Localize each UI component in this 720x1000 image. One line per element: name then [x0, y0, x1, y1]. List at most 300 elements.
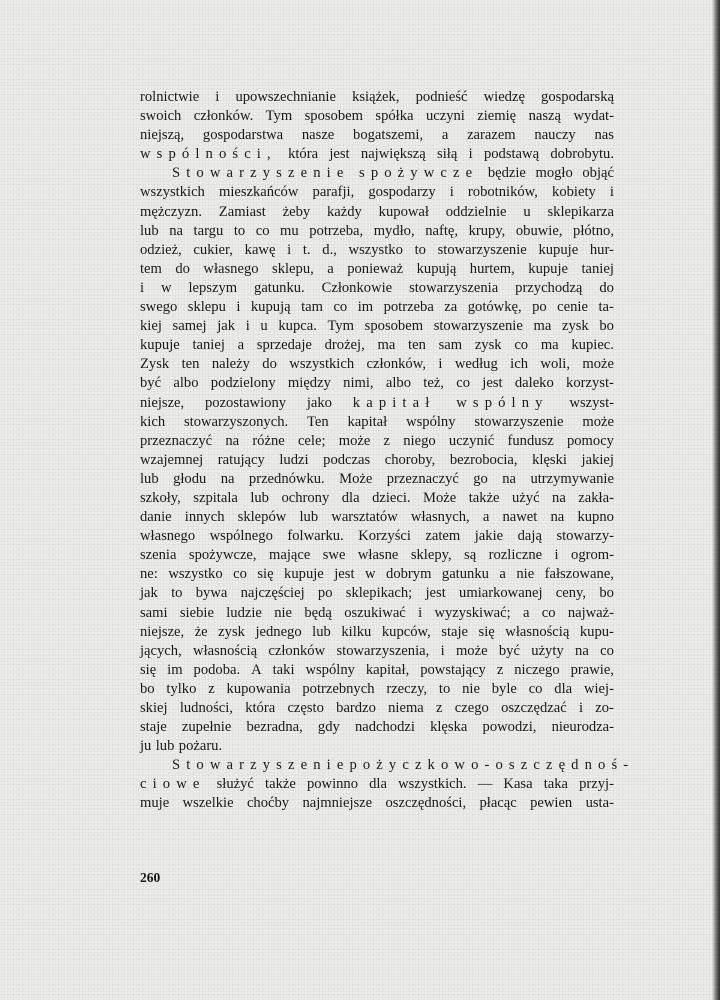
word: lub — [250, 489, 269, 506]
word: jest — [329, 146, 350, 163]
word: sklepu, — [272, 260, 314, 277]
word: jakiej — [581, 451, 614, 468]
word: sposobem — [304, 108, 363, 125]
word: naszą — [528, 108, 562, 125]
word: i — [418, 604, 423, 621]
word: ponieważ — [347, 260, 404, 277]
word: jest — [425, 585, 446, 602]
word: do — [599, 279, 614, 296]
word: Stowarzyszenie — [172, 757, 350, 774]
word: nadchodzi — [354, 719, 415, 736]
word: jako — [306, 394, 332, 411]
word: stowarzyszonych. — [183, 413, 289, 430]
word: nasze — [301, 127, 335, 144]
word: każdy — [327, 203, 362, 220]
word: przyj- — [579, 776, 614, 793]
text-line — [140, 336, 614, 355]
word: odzież, — [140, 241, 182, 258]
word: podzielony — [210, 375, 276, 392]
word: zysk — [218, 623, 245, 640]
word: i — [440, 642, 445, 659]
text-line — [140, 661, 614, 680]
word: na — [552, 489, 566, 506]
text-line — [140, 260, 614, 279]
word: książek, — [352, 89, 400, 105]
word: oszczędzać — [501, 700, 567, 716]
word: dobrobytu. — [550, 146, 614, 163]
word: własnością — [505, 623, 570, 640]
text-line — [140, 680, 614, 699]
word: sami — [140, 604, 168, 621]
word: daleko — [514, 375, 554, 392]
word: wszystkich. — [398, 776, 467, 793]
word: kupowania — [226, 680, 291, 697]
word: to — [438, 680, 451, 697]
word: a — [237, 337, 245, 354]
word: niejszą, — [140, 127, 185, 144]
text-line — [140, 470, 614, 489]
word: po — [317, 585, 333, 602]
word: się — [478, 623, 495, 640]
word: skiej — [140, 700, 168, 716]
word: Kasa — [503, 776, 533, 793]
word: płacąc — [479, 795, 517, 812]
text-line — [140, 222, 614, 241]
word: Ten — [306, 413, 329, 430]
text-line — [140, 508, 614, 527]
word: gospodarzy — [368, 184, 436, 201]
text-line — [140, 794, 614, 813]
text-line — [140, 88, 614, 107]
word: ludzi — [279, 451, 309, 468]
word: co — [456, 375, 471, 392]
text-line — [140, 317, 614, 336]
word: własnością — [193, 642, 258, 659]
word: co — [600, 642, 614, 659]
text-line — [140, 775, 614, 794]
word: bo — [140, 680, 155, 697]
text-line — [140, 623, 614, 642]
word: kupno — [577, 509, 614, 526]
word: potrzeba, — [309, 222, 364, 239]
word: sklepikarza — [547, 203, 614, 220]
word: przednówku. — [248, 470, 325, 487]
word: na — [225, 432, 240, 449]
word: rzeczy, — [386, 680, 428, 697]
word: także — [468, 489, 500, 506]
word: członków. — [193, 108, 254, 125]
word: targu — [193, 222, 224, 239]
word: bardzo — [336, 700, 376, 716]
word: najmniejsze — [302, 795, 373, 812]
word: cukier, — [193, 241, 233, 258]
word: wszelkie — [182, 795, 234, 812]
word: jak — [217, 318, 236, 335]
text-line — [140, 584, 614, 603]
word: wyzyskiwać; — [434, 604, 511, 621]
word: z — [383, 432, 391, 449]
word: fundusz — [507, 432, 554, 449]
word: Tym — [265, 108, 293, 125]
word: która — [245, 700, 276, 716]
word: na — [220, 470, 235, 487]
text-line — [140, 107, 614, 126]
text-line — [140, 183, 614, 202]
text-line — [140, 565, 614, 584]
word: spożywcze — [359, 165, 479, 182]
word: nie — [274, 604, 293, 621]
word: własne — [357, 547, 399, 564]
word: hurtem, — [469, 260, 515, 277]
word: a — [327, 260, 334, 277]
word: stowarzyszenie — [433, 318, 523, 335]
word: własnych, — [410, 509, 470, 526]
word: należy — [211, 356, 250, 373]
page-text-block — [140, 88, 635, 814]
word: często — [287, 700, 324, 716]
word: gospodarską — [541, 89, 614, 105]
word: wszystkich — [289, 356, 355, 373]
word: i — [609, 184, 614, 201]
word: taki — [272, 661, 295, 678]
word: a — [522, 604, 530, 621]
word: gdy — [317, 719, 340, 736]
word: przeznaczyć — [386, 470, 459, 487]
word: może — [582, 356, 614, 373]
word: a — [441, 127, 449, 144]
text-line — [140, 756, 635, 775]
word: krupy, — [468, 222, 506, 239]
page-number: 260 — [140, 870, 161, 885]
word: korzyst- — [566, 375, 614, 392]
word: ma — [533, 318, 552, 335]
word: d., — [322, 241, 337, 258]
word: drożej, — [324, 337, 365, 354]
word: klęski — [532, 451, 567, 468]
word: przeznaczyć — [140, 432, 213, 449]
word: Zysk — [140, 356, 170, 373]
word: kupuje — [140, 337, 180, 354]
word: niejsze, — [140, 623, 185, 640]
word: pozostawiony — [204, 394, 287, 411]
word: ogrom- — [571, 547, 614, 564]
word: cenie — [557, 299, 588, 316]
text-line — [140, 527, 614, 546]
word: danie — [140, 509, 172, 526]
word: kupują — [250, 299, 291, 316]
word: choćby — [246, 795, 290, 812]
word: jących, — [140, 642, 182, 659]
word: oszukiwać — [344, 604, 406, 621]
word: Może — [423, 489, 457, 506]
word: a — [499, 566, 506, 583]
word: dają — [517, 528, 542, 545]
word: może — [455, 642, 488, 659]
word: lub — [299, 509, 319, 526]
word: na — [575, 642, 589, 659]
word: parafji, — [312, 184, 355, 201]
text-line — [140, 451, 614, 470]
word: to — [233, 222, 246, 239]
word: siebie — [179, 604, 214, 621]
word: w — [365, 566, 376, 583]
word: co — [255, 222, 270, 239]
word: kiej — [140, 318, 162, 335]
word: rolnictwie — [140, 89, 200, 105]
word: mieszkańców — [218, 184, 299, 201]
word: według — [454, 356, 498, 373]
text-line — [140, 413, 614, 432]
word: bogatszemi, — [353, 127, 424, 144]
word: i — [245, 318, 250, 335]
text-line — [140, 241, 614, 260]
word: zysk — [561, 318, 589, 335]
word: żeby — [282, 203, 311, 220]
word: i — [287, 241, 292, 258]
word: lub — [312, 623, 331, 640]
word: a — [482, 509, 490, 526]
word: tem — [140, 260, 162, 277]
word: jest — [334, 566, 355, 583]
word: mężczyzn. — [140, 203, 202, 220]
word: obuwie, — [515, 222, 563, 239]
word: gotówkę, — [467, 299, 522, 316]
text-line — [140, 203, 614, 222]
word: byle — [491, 680, 517, 697]
word: kupował — [378, 203, 429, 220]
word: go — [473, 470, 488, 487]
word: A — [251, 661, 262, 678]
word: płótno, — [573, 222, 614, 239]
word: t. — [302, 241, 311, 258]
word: szkoły, — [140, 489, 181, 506]
word: może — [338, 432, 371, 449]
word: ma — [377, 337, 396, 354]
word: wiedzę — [483, 89, 525, 105]
word: stowarzyszenia, — [336, 642, 430, 659]
word: kobiety — [552, 184, 596, 201]
word: ochrony — [281, 489, 330, 506]
text-line — [140, 737, 614, 756]
word: lepszym — [188, 279, 238, 296]
word: zatem — [425, 528, 461, 545]
word: między — [287, 375, 331, 392]
word: ciowe — [140, 776, 206, 793]
word: ceny, — [555, 585, 587, 602]
word: dla — [341, 489, 360, 506]
word: swego — [140, 299, 178, 316]
word: mydło, — [373, 222, 415, 239]
word: z — [496, 661, 504, 678]
word: stowarzyszenia — [409, 279, 499, 296]
text-line — [140, 394, 614, 413]
word: mogło — [535, 165, 573, 182]
word: klęska — [430, 719, 468, 736]
word: mające — [268, 547, 311, 564]
word: podoba. — [193, 661, 241, 678]
word: nawet — [502, 509, 538, 526]
word: i — [215, 89, 220, 105]
word: i — [578, 700, 583, 716]
word: utrzymywanie — [530, 470, 614, 487]
word: ne: — [140, 566, 158, 583]
word: folwarku. — [287, 528, 344, 545]
word: fałszowane, — [544, 566, 614, 583]
word: Korzyści — [358, 528, 411, 545]
word: wspólny — [456, 394, 549, 411]
word: bezradna, — [246, 719, 303, 736]
word: ten — [181, 356, 200, 373]
word: kilku — [341, 623, 372, 640]
word: oddzielnie — [445, 203, 507, 220]
word: taniej — [581, 260, 614, 277]
word: własnego — [140, 528, 196, 545]
word: im — [357, 299, 374, 316]
word: powodzi, — [482, 719, 537, 736]
word: spółka — [375, 108, 414, 125]
word: kupców, — [381, 623, 431, 640]
word: upowszechnianie — [235, 89, 336, 105]
word: najważ- — [567, 604, 614, 621]
word: lub — [155, 738, 175, 755]
word: rozliczne — [488, 547, 543, 564]
word: własnego — [203, 260, 259, 277]
word: dzieci. — [372, 489, 411, 506]
word: albo — [173, 375, 199, 392]
word: wiej- — [583, 680, 614, 697]
word: się — [140, 661, 157, 678]
text-line — [140, 718, 614, 737]
word: nimi, — [343, 375, 374, 392]
word: podnieść — [415, 89, 468, 105]
word: będzie — [487, 165, 526, 182]
text-line — [140, 126, 614, 145]
word: kich — [140, 413, 166, 430]
word: samej — [172, 318, 207, 335]
word: szenia — [140, 547, 177, 564]
text-line — [140, 546, 614, 565]
word: w — [160, 279, 172, 296]
word: u — [260, 318, 268, 335]
word: swe — [322, 547, 346, 564]
word: wydat- — [573, 108, 614, 125]
word: ma — [540, 337, 559, 354]
word: bo — [599, 318, 614, 335]
word: to — [414, 241, 426, 258]
word: choroby, — [384, 451, 436, 468]
word: może — [582, 413, 614, 430]
word: Może — [339, 470, 373, 487]
word: z — [436, 700, 443, 716]
text-line — [140, 604, 614, 623]
word: zo- — [595, 700, 614, 716]
word: muje — [140, 795, 170, 812]
word: pożyczkowo-oszczędnoś- — [349, 757, 635, 774]
word: na — [169, 222, 183, 239]
word: głodu — [173, 470, 207, 487]
word: podstawą — [483, 146, 540, 163]
word: i — [468, 146, 473, 163]
word: ludności, — [179, 700, 233, 716]
word: z — [208, 680, 215, 697]
word: wspólnego — [209, 528, 273, 545]
text-line — [140, 489, 614, 508]
word: kupiec. — [571, 337, 614, 354]
word: dla — [554, 680, 573, 697]
word: największą — [360, 146, 426, 163]
word: kapitał — [347, 413, 388, 430]
text-line — [140, 145, 614, 164]
word: powstający — [420, 661, 486, 678]
word: gatunku — [441, 566, 489, 583]
word: dla — [369, 776, 387, 793]
word: która — [288, 146, 319, 163]
word: zysk — [474, 337, 502, 354]
word: potrzeba — [383, 299, 434, 316]
word: u — [523, 203, 531, 220]
word: służyć — [216, 776, 254, 793]
word: na — [550, 509, 565, 526]
word: tam — [301, 299, 323, 316]
word: bywa — [195, 585, 228, 602]
word: ludzie — [226, 604, 262, 621]
word: naftę, — [425, 222, 459, 239]
word: cele; — [297, 432, 326, 449]
word: niema — [388, 700, 424, 716]
word: staje — [140, 719, 167, 736]
word: kupują — [416, 260, 457, 277]
word: usta- — [585, 795, 614, 812]
text-line — [140, 699, 614, 718]
word: co — [541, 604, 556, 621]
word: uczyni — [425, 108, 465, 125]
word: ich — [510, 356, 529, 373]
word: i — [438, 356, 443, 373]
word: sklepu — [187, 299, 226, 316]
word: taka — [543, 776, 569, 793]
word: podczas — [323, 451, 371, 468]
word: sprzedaje — [256, 337, 312, 354]
word: zupełnie — [181, 719, 232, 736]
word: taniej — [192, 337, 225, 354]
text-line — [140, 642, 614, 661]
word: ta- — [598, 299, 614, 316]
word: Stowarzyszenie — [172, 165, 350, 182]
word: jest — [482, 375, 503, 392]
word: lub — [140, 470, 159, 487]
word: pożaru. — [178, 738, 223, 755]
word: pomocy — [566, 432, 614, 449]
word: wszystkich — [140, 184, 205, 201]
word: nauczy — [534, 127, 576, 144]
word: tylko — [166, 680, 197, 697]
word: objąć — [582, 165, 614, 182]
word: stowarzy- — [556, 528, 614, 545]
word: będą — [304, 604, 332, 621]
word: kupuje — [284, 566, 324, 583]
word: ratujący — [217, 451, 265, 468]
word: sklepy, — [410, 547, 452, 564]
word: sklepów — [237, 509, 287, 526]
word: jednego — [255, 623, 302, 640]
word: do — [175, 260, 190, 277]
word: szpitala — [193, 489, 238, 506]
word: najczęściej — [240, 585, 305, 602]
word: robotników, — [467, 184, 538, 201]
word: za — [444, 299, 458, 316]
word: co — [233, 566, 247, 583]
word: lub — [140, 222, 159, 239]
